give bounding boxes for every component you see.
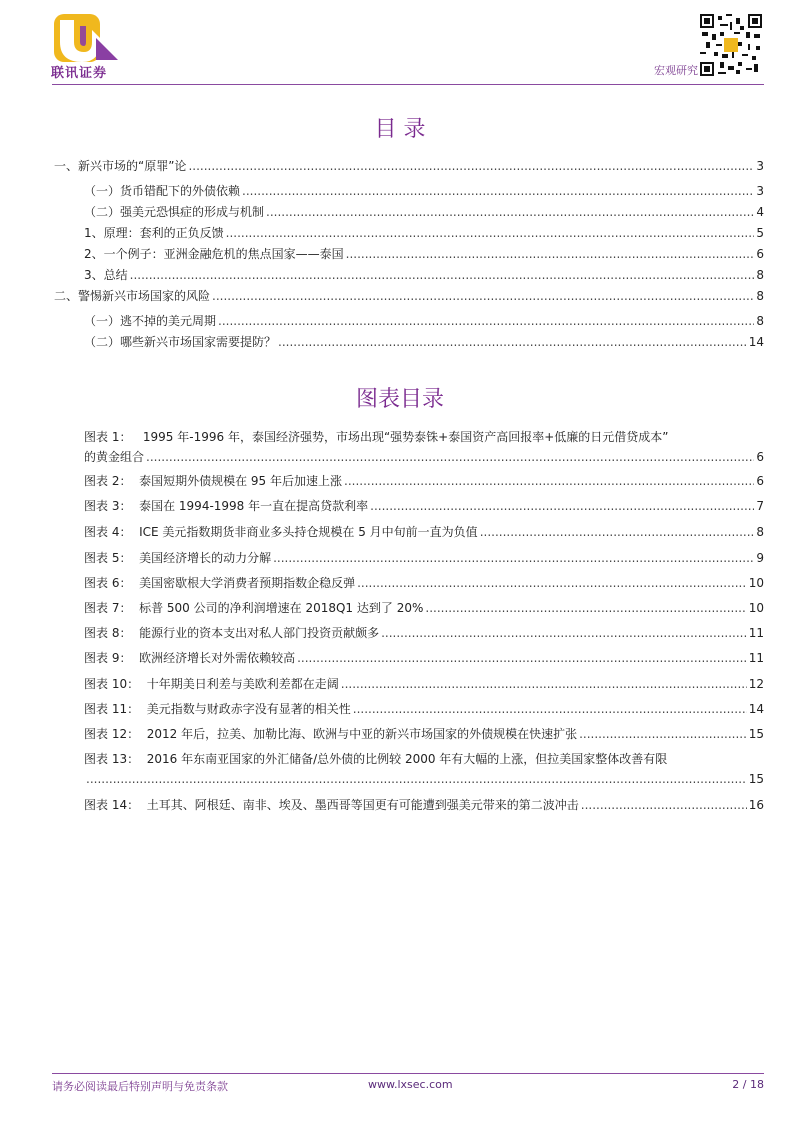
footer-page-number: 2 / 18	[732, 1078, 764, 1091]
toc-entry-label: 1、原理：套利的正负反馈	[84, 226, 224, 240]
toc-leader-dots	[212, 288, 754, 304]
toc-entry[interactable]	[84, 246, 764, 262]
qr-code-icon	[700, 14, 762, 76]
toc-entry-page: 8	[756, 289, 764, 303]
figure-entry-prefix: 图表 2：	[84, 474, 132, 488]
figure-entry[interactable]	[84, 650, 764, 666]
toc-entry-label: 2、一个例子：亚洲金融危机的焦点国家——泰国	[84, 247, 344, 261]
figure-entry[interactable]	[84, 429, 764, 445]
toc-leader-dots	[146, 449, 754, 465]
toc-leader-dots	[242, 183, 754, 199]
figure-entry-prefix: 图表 12：	[84, 727, 140, 741]
figure-entry-page: 14	[748, 702, 764, 716]
figure-entry[interactable]	[84, 498, 764, 514]
toc-entry-page: 8	[756, 268, 764, 282]
figure-entry-page: 6	[756, 450, 764, 464]
figures-title: 图表目录	[355, 387, 444, 412]
toc-entry-page: 5	[756, 226, 764, 240]
figure-entry[interactable]	[84, 751, 764, 767]
figure-entry-page: 8	[756, 525, 764, 539]
figure-entry-label: 1995 年-1996 年，泰国经济强势，市场出现“强势泰铢+泰国资产高回报率+低廉的日元借贷成本”	[142, 430, 669, 444]
toc-leader-dots	[581, 797, 747, 813]
figure-entry[interactable]	[84, 600, 764, 616]
figure-entry-page: 11	[748, 626, 764, 640]
toc-entry[interactable]	[84, 313, 764, 329]
toc-entry[interactable]	[54, 288, 764, 304]
toc-leader-dots	[425, 600, 746, 616]
toc-leader-dots	[357, 575, 747, 591]
figure-entry-page: 10	[748, 601, 764, 615]
toc-leader-dots	[480, 524, 755, 540]
figure-entry-prefix: 图表 8：	[84, 626, 132, 640]
figure-entry-label-cont: 的黄金组合	[84, 450, 145, 464]
figure-entry-label: 美国密歇根大学消费者预期指数企稳反弹	[139, 576, 356, 590]
toc-leader-dots	[344, 473, 754, 489]
toc-leader-dots	[218, 313, 754, 329]
figure-entry[interactable]	[84, 524, 764, 540]
toc-leader-dots	[226, 225, 755, 241]
figure-entry-continuation[interactable]	[84, 449, 764, 465]
toc-entry-label: 一、新兴市场的“原罪”论	[54, 159, 187, 173]
toc-leader-dots	[188, 158, 754, 174]
figure-entry-page: 15	[748, 772, 764, 786]
figure-entry-label: 2012 年后，拉美、加勒比海、欧洲与中亚的新兴市场国家的外债规模在快速扩张	[146, 727, 578, 741]
toc-leader-dots	[381, 625, 747, 641]
figure-entry[interactable]	[84, 473, 764, 489]
report-section-label: 宏观研究	[654, 64, 698, 77]
figure-entry-prefix: 图表 6：	[84, 576, 132, 590]
figure-entry[interactable]	[84, 550, 764, 566]
figure-entry-prefix: 图表 14：	[84, 798, 140, 812]
toc-entry-label: 3、总结	[84, 268, 128, 282]
figure-entry-prefix: 图表 9：	[84, 651, 132, 665]
toc-entry[interactable]	[84, 204, 764, 220]
toc-leader-dots	[341, 676, 747, 692]
figure-entry-label: 标普 500 公司的净利润增速在 2018Q1 达到了 20%	[139, 601, 424, 615]
toc-leader-dots	[297, 650, 747, 666]
figure-entry-label: 土耳其、阿根廷、南非、埃及、墨西哥等国更有可能遭到强美元带来的第二波冲击	[146, 798, 579, 812]
figure-entry-page: 6	[756, 474, 764, 488]
footer-divider	[52, 1073, 764, 1074]
toc-title: 目 录	[374, 117, 426, 142]
toc-entry-label: 二、警惕新兴市场国家的风险	[54, 289, 211, 303]
figure-entry-prefix: 图表 4：	[84, 525, 132, 539]
figure-entry-label: 美国经济增长的动力分解	[139, 551, 272, 565]
toc-entry-page: 3	[756, 184, 764, 198]
figure-entry-label: 2016 年东南亚国家的外汇储备/总外债的比例较 2000 年有大幅的上涨，但拉美国家整体改善有限	[146, 752, 668, 766]
figure-entry-label: 能源行业的资本支出对私人部门投资贡献颇多	[139, 626, 380, 640]
figure-entry-prefix: 图表 1：	[84, 430, 132, 444]
footer-website-link[interactable]: www.lxsec.com	[368, 1078, 453, 1091]
figure-entry[interactable]	[84, 701, 764, 717]
figure-entry-label: 欧洲经济增长对外需依赖较高	[139, 651, 296, 665]
toc-entry-page: 4	[756, 205, 764, 219]
toc-leader-dots	[346, 246, 755, 262]
toc-entry-label: （一）逃不掉的美元周期	[84, 314, 217, 328]
toc-entry[interactable]	[84, 267, 764, 283]
figure-entry[interactable]	[84, 676, 764, 692]
figure-entry-prefix: 图表 10：	[84, 677, 140, 691]
figure-entry-page: 10	[748, 576, 764, 590]
toc-leader-dots	[370, 498, 754, 514]
figure-entry-label: 泰国在 1994-1998 年一直在提高贷款利率	[139, 499, 369, 513]
toc-entry-label: （一）货币错配下的外债依赖	[84, 184, 241, 198]
page-header	[0, 0, 800, 90]
figure-entry[interactable]	[84, 575, 764, 591]
figure-entry-prefix: 图表 7：	[84, 601, 132, 615]
figure-entry-label: 十年期美日利差与美欧利差都在走阔	[146, 677, 339, 691]
figure-entry-label: ICE 美元指数期货非商业多头持仓规模在 5 月中旬前一直为负值	[139, 525, 478, 539]
figure-entry-continuation[interactable]	[84, 771, 764, 787]
toc-entry-page: 14	[748, 335, 764, 349]
figure-entry[interactable]	[84, 625, 764, 641]
figure-entry-prefix: 图表 11：	[84, 702, 140, 716]
figure-entry-page: 15	[748, 727, 764, 741]
toc-entry-page: 3	[756, 159, 764, 173]
toc-entry-label: （二）哪些新兴市场国家需要提防？	[84, 335, 277, 349]
figure-entry-page: 7	[756, 499, 764, 513]
toc-entry[interactable]	[54, 158, 764, 174]
footer-disclaimer[interactable]: 请务必阅读最后特别声明与免责条款	[52, 1080, 228, 1093]
figure-entry[interactable]	[84, 726, 764, 742]
figure-entry-prefix: 图表 5：	[84, 551, 132, 565]
header-divider	[52, 84, 764, 85]
figure-entry-prefix: 图表 3：	[84, 499, 132, 513]
toc-leader-dots	[130, 267, 755, 283]
figure-entry-prefix: 图表 13：	[84, 752, 140, 766]
toc-leader-dots	[278, 334, 747, 350]
toc-leader-dots	[353, 701, 747, 717]
figure-entry-label: 美元指数与财政赤字没有显著的相关性	[146, 702, 351, 716]
figure-entry[interactable]	[84, 797, 764, 813]
figure-entry-label: 泰国短期外债规模在 95 年后加速上涨	[139, 474, 342, 488]
figure-entry-page: 12	[748, 677, 764, 691]
toc-entry[interactable]	[84, 225, 764, 241]
figure-entry-page: 16	[748, 798, 764, 812]
company-name: 联讯证券	[51, 66, 108, 81]
toc-entry[interactable]	[84, 183, 764, 199]
toc-entry-label: （二）强美元恐惧症的形成与机制	[84, 205, 265, 219]
toc-entry-page: 6	[756, 247, 764, 261]
toc-entry-page: 8	[756, 314, 764, 328]
toc-leader-dots	[86, 771, 747, 787]
toc-leader-dots	[266, 204, 754, 220]
figure-entry-page: 9	[756, 551, 764, 565]
toc-leader-dots	[579, 726, 747, 742]
toc-entry[interactable]	[84, 334, 764, 350]
toc-leader-dots	[273, 550, 754, 566]
figure-entry-page: 11	[748, 651, 764, 665]
